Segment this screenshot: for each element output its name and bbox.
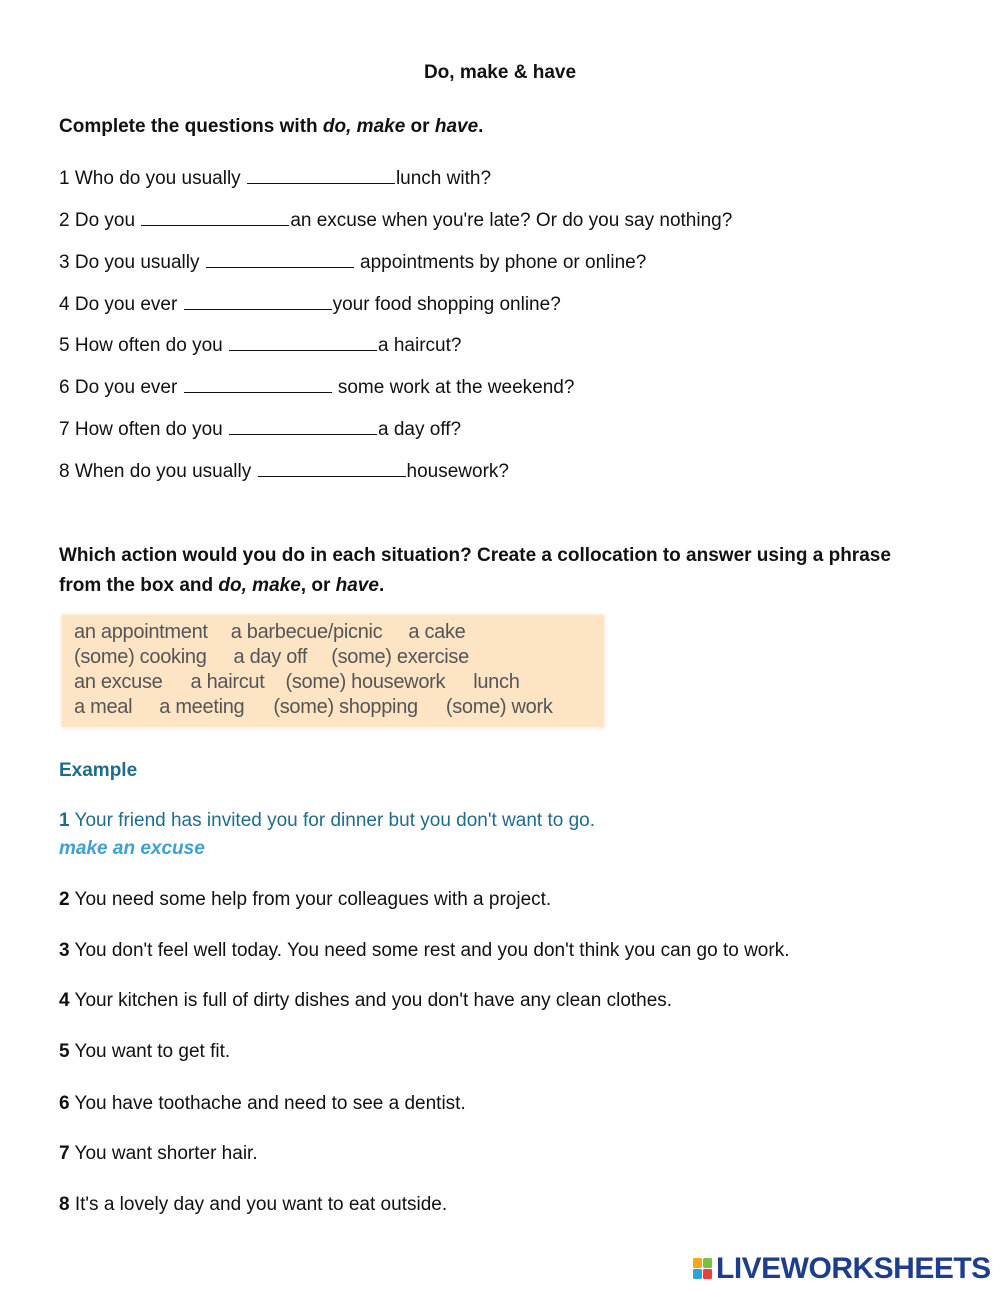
instruction-verb-last: have [335, 575, 379, 596]
question-text: an excuse when you're late? Or do you say nothing? [290, 210, 733, 231]
phrase: lunch [473, 671, 520, 693]
answer-blank[interactable] [229, 333, 377, 351]
section2-instruction-line1: Which action would you do in each situation? Create a collocation to answer using a phrase [59, 545, 891, 566]
situation-text: You want to get fit. [69, 1041, 231, 1062]
section1-instruction [59, 112, 483, 142]
question-text: appointments by phone or online? [354, 252, 647, 273]
situation-number: 8 [59, 1194, 70, 1215]
instruction-period: . [378, 575, 385, 596]
phrase-row-1 [74, 621, 466, 644]
phrase: (some) housework [285, 671, 446, 693]
instruction-text: from the box and [59, 575, 219, 596]
question-2 [59, 208, 732, 233]
question-4 [59, 292, 561, 317]
question-text: 8 When do you usually [59, 461, 257, 482]
situation-text: You have toothache and need to see a dentist. [69, 1093, 466, 1114]
question-text: 6 Do you ever [59, 377, 183, 398]
question-8 [59, 459, 509, 484]
situation-text: You want shorter hair. [69, 1143, 258, 1164]
phrase: (some) exercise [331, 646, 469, 668]
instruction-or: or [405, 116, 435, 137]
phrase: a haircut [190, 671, 265, 693]
question-text: 4 Do you ever [59, 294, 183, 315]
answer-blank[interactable] [141, 208, 289, 226]
phrase-box [62, 615, 604, 727]
phrase: an appointment [74, 621, 208, 643]
question-3 [59, 250, 646, 275]
situation-number: 4 [59, 990, 70, 1011]
question-text: some work at the weekend? [332, 377, 575, 398]
situation-text: You don't feel well today. You need some rest and you don't think you can go to work. [69, 940, 790, 961]
phrase: a meeting [159, 696, 245, 718]
question-text: 3 Do you usually [59, 252, 205, 273]
instruction-period: . [478, 116, 484, 137]
phrase: (some) shopping [273, 696, 418, 718]
phrase: a cake [408, 621, 466, 643]
question-text: 2 Do you [59, 210, 141, 231]
answer-blank[interactable] [184, 375, 332, 393]
question-text: lunch with? [395, 168, 492, 189]
instruction-verbs: do, make [322, 116, 406, 137]
situation-text: Your kitchen is full of dirty dishes and you don't have any clean clothes. [69, 990, 673, 1011]
situation-text: You need some help from your colleagues with a project. [69, 889, 552, 910]
question-1 [59, 166, 491, 191]
example-answer: make an excuse [59, 838, 205, 859]
example-number: 1 [59, 810, 70, 831]
question-text: 7 How often do you [59, 419, 228, 440]
phrase-row-3 [74, 671, 520, 694]
section2-instruction-line2 [59, 571, 384, 601]
question-5 [59, 333, 461, 358]
instruction-text: Complete the questions with [59, 116, 323, 137]
situation-2 [59, 889, 551, 911]
answer-blank[interactable] [206, 250, 354, 268]
phrase-row-4 [74, 696, 553, 719]
instruction-verb-last: have [434, 116, 479, 137]
situation-7 [59, 1143, 258, 1165]
question-7 [59, 417, 461, 442]
situation-number: 5 [59, 1041, 70, 1062]
phrase: a meal [74, 696, 133, 718]
question-text: 5 How often do you [59, 335, 228, 356]
phrase-row-2 [74, 646, 469, 669]
phrase: (some) work [445, 696, 553, 718]
logo-icon [693, 1258, 713, 1280]
phrase: an excuse [74, 671, 163, 693]
page-title: Do, make & have [423, 62, 577, 83]
situation-number: 2 [59, 889, 70, 910]
example-situation [59, 810, 595, 832]
situation-6 [59, 1093, 466, 1115]
situation-number: 3 [59, 940, 70, 961]
situation-5 [59, 1041, 230, 1063]
situation-3 [59, 940, 789, 962]
answer-blank[interactable] [184, 292, 332, 310]
question-text: a haircut? [378, 335, 462, 356]
instruction-verbs: do, make [218, 575, 301, 596]
instruction-or: , or [300, 575, 336, 596]
example-text: Your friend has invited you for dinner but you don't want to go. [69, 810, 596, 831]
question-text: 1 Who do you usually [59, 168, 246, 189]
question-6 [59, 375, 574, 400]
example-heading: Example [59, 760, 138, 781]
question-text: housework? [406, 461, 509, 482]
situation-8 [59, 1194, 447, 1216]
question-text: your food shopping online? [332, 294, 561, 315]
situation-number: 6 [59, 1093, 70, 1114]
situation-text: It's a lovely day and you want to eat outside. [69, 1194, 448, 1215]
situation-4 [59, 990, 672, 1012]
answer-blank[interactable] [258, 459, 406, 477]
answer-blank[interactable] [229, 417, 377, 435]
phrase: (some) cooking [74, 646, 207, 668]
situation-number: 7 [59, 1143, 70, 1164]
answer-blank[interactable] [247, 166, 395, 184]
logo-text: LIVEWORKSHEETS [716, 1252, 991, 1285]
phrase: a barbecue/picnic [230, 621, 383, 643]
question-text: a day off? [378, 419, 462, 440]
phrase: a day off [233, 646, 308, 668]
